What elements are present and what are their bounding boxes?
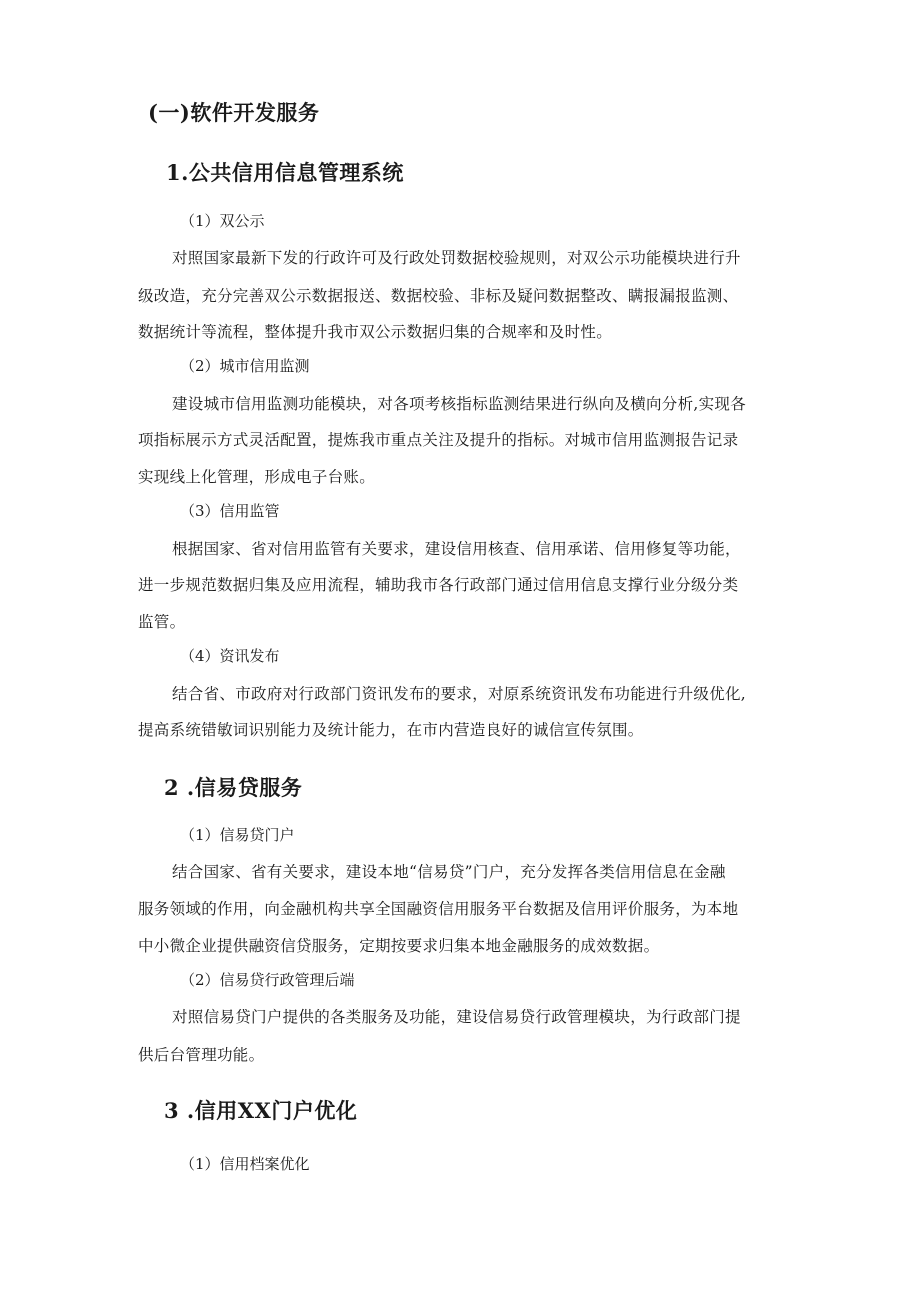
paragraph-line: 结合国家、省有关要求，建设本地“信易贷”门户，充分发挥各类信用信息在金融 bbox=[172, 863, 726, 881]
subsection-heading-3: 3 .信用XX门户优化 bbox=[164, 1098, 358, 1123]
paragraph-line: 级改造，充分完善双公示数据报送、数据校验、非标及疑问数据整改、瞒报漏报监测、 bbox=[138, 287, 739, 305]
item-heading-1-1: （1）双公示 bbox=[180, 212, 265, 230]
subsection-heading-1: 1.公共信用信息管理系统 bbox=[166, 160, 404, 185]
paragraph-line: 结合省、市政府对行政部门资讯发布的要求，对原系统资讯发布功能进行升级优化, bbox=[172, 685, 747, 703]
item-heading-1-4: （4）资讯发布 bbox=[180, 647, 280, 665]
section-heading: (一)软件开发服务 bbox=[148, 100, 320, 125]
paragraph-line: 数据统计等流程，整体提升我市双公示数据归集的合规率和及时性。 bbox=[138, 323, 613, 341]
paragraph-line: 监管。 bbox=[138, 613, 186, 631]
paragraph-line: 实现线上化管理，形成电子台账。 bbox=[138, 468, 376, 486]
paragraph-line: 项指标展示方式灵活配置，提炼我市重点关注及提升的指标。对城市信用监测报告记录 bbox=[138, 431, 739, 449]
paragraph-line: 供后台管理功能。 bbox=[138, 1046, 265, 1064]
paragraph-line: 提高系统错敏词识别能力及统计能力，在市内营造良好的诚信宣传氛围。 bbox=[138, 721, 644, 739]
paragraph-line: 根据国家、省对信用监管有关要求，建设信用核查、信用承诺、信用修复等功能， bbox=[172, 540, 741, 558]
item-heading-2-2: （2）信易贷行政管理后端 bbox=[180, 971, 355, 989]
item-heading-3-1: （1）信用档案优化 bbox=[180, 1155, 310, 1173]
item-heading-1-2: （2）城市信用监测 bbox=[180, 357, 310, 375]
paragraph-line: 对照信易贷门户提供的各类服务及功能，建设信易贷行政管理模块，为行政部门提 bbox=[172, 1008, 741, 1026]
paragraph-line: 建设城市信用监测功能模块，对各项考核指标监测结果进行纵向及横向分析,实现各 bbox=[172, 395, 747, 413]
item-heading-1-3: （3）信用监管 bbox=[180, 502, 280, 520]
paragraph-line: 中小微企业提供融资信贷服务，定期按要求归集本地金融服务的成效数据。 bbox=[138, 937, 660, 955]
paragraph-line: 进一步规范数据归集及应用流程，辅助我市各行政部门通过信用信息支撑行业分级分类 bbox=[138, 576, 739, 594]
paragraph-line: 对照国家最新下发的行政许可及行政处罚数据校验规则，对双公示功能模块进行升 bbox=[172, 249, 741, 267]
paragraph-line: 服务领域的作用，向金融机构共享全国融资信用服务平台数据及信用评价服务，为本地 bbox=[138, 900, 739, 918]
subsection-heading-2: 2 .信易贷服务 bbox=[164, 775, 303, 800]
item-heading-2-1: （1）信易贷门户 bbox=[180, 826, 295, 844]
